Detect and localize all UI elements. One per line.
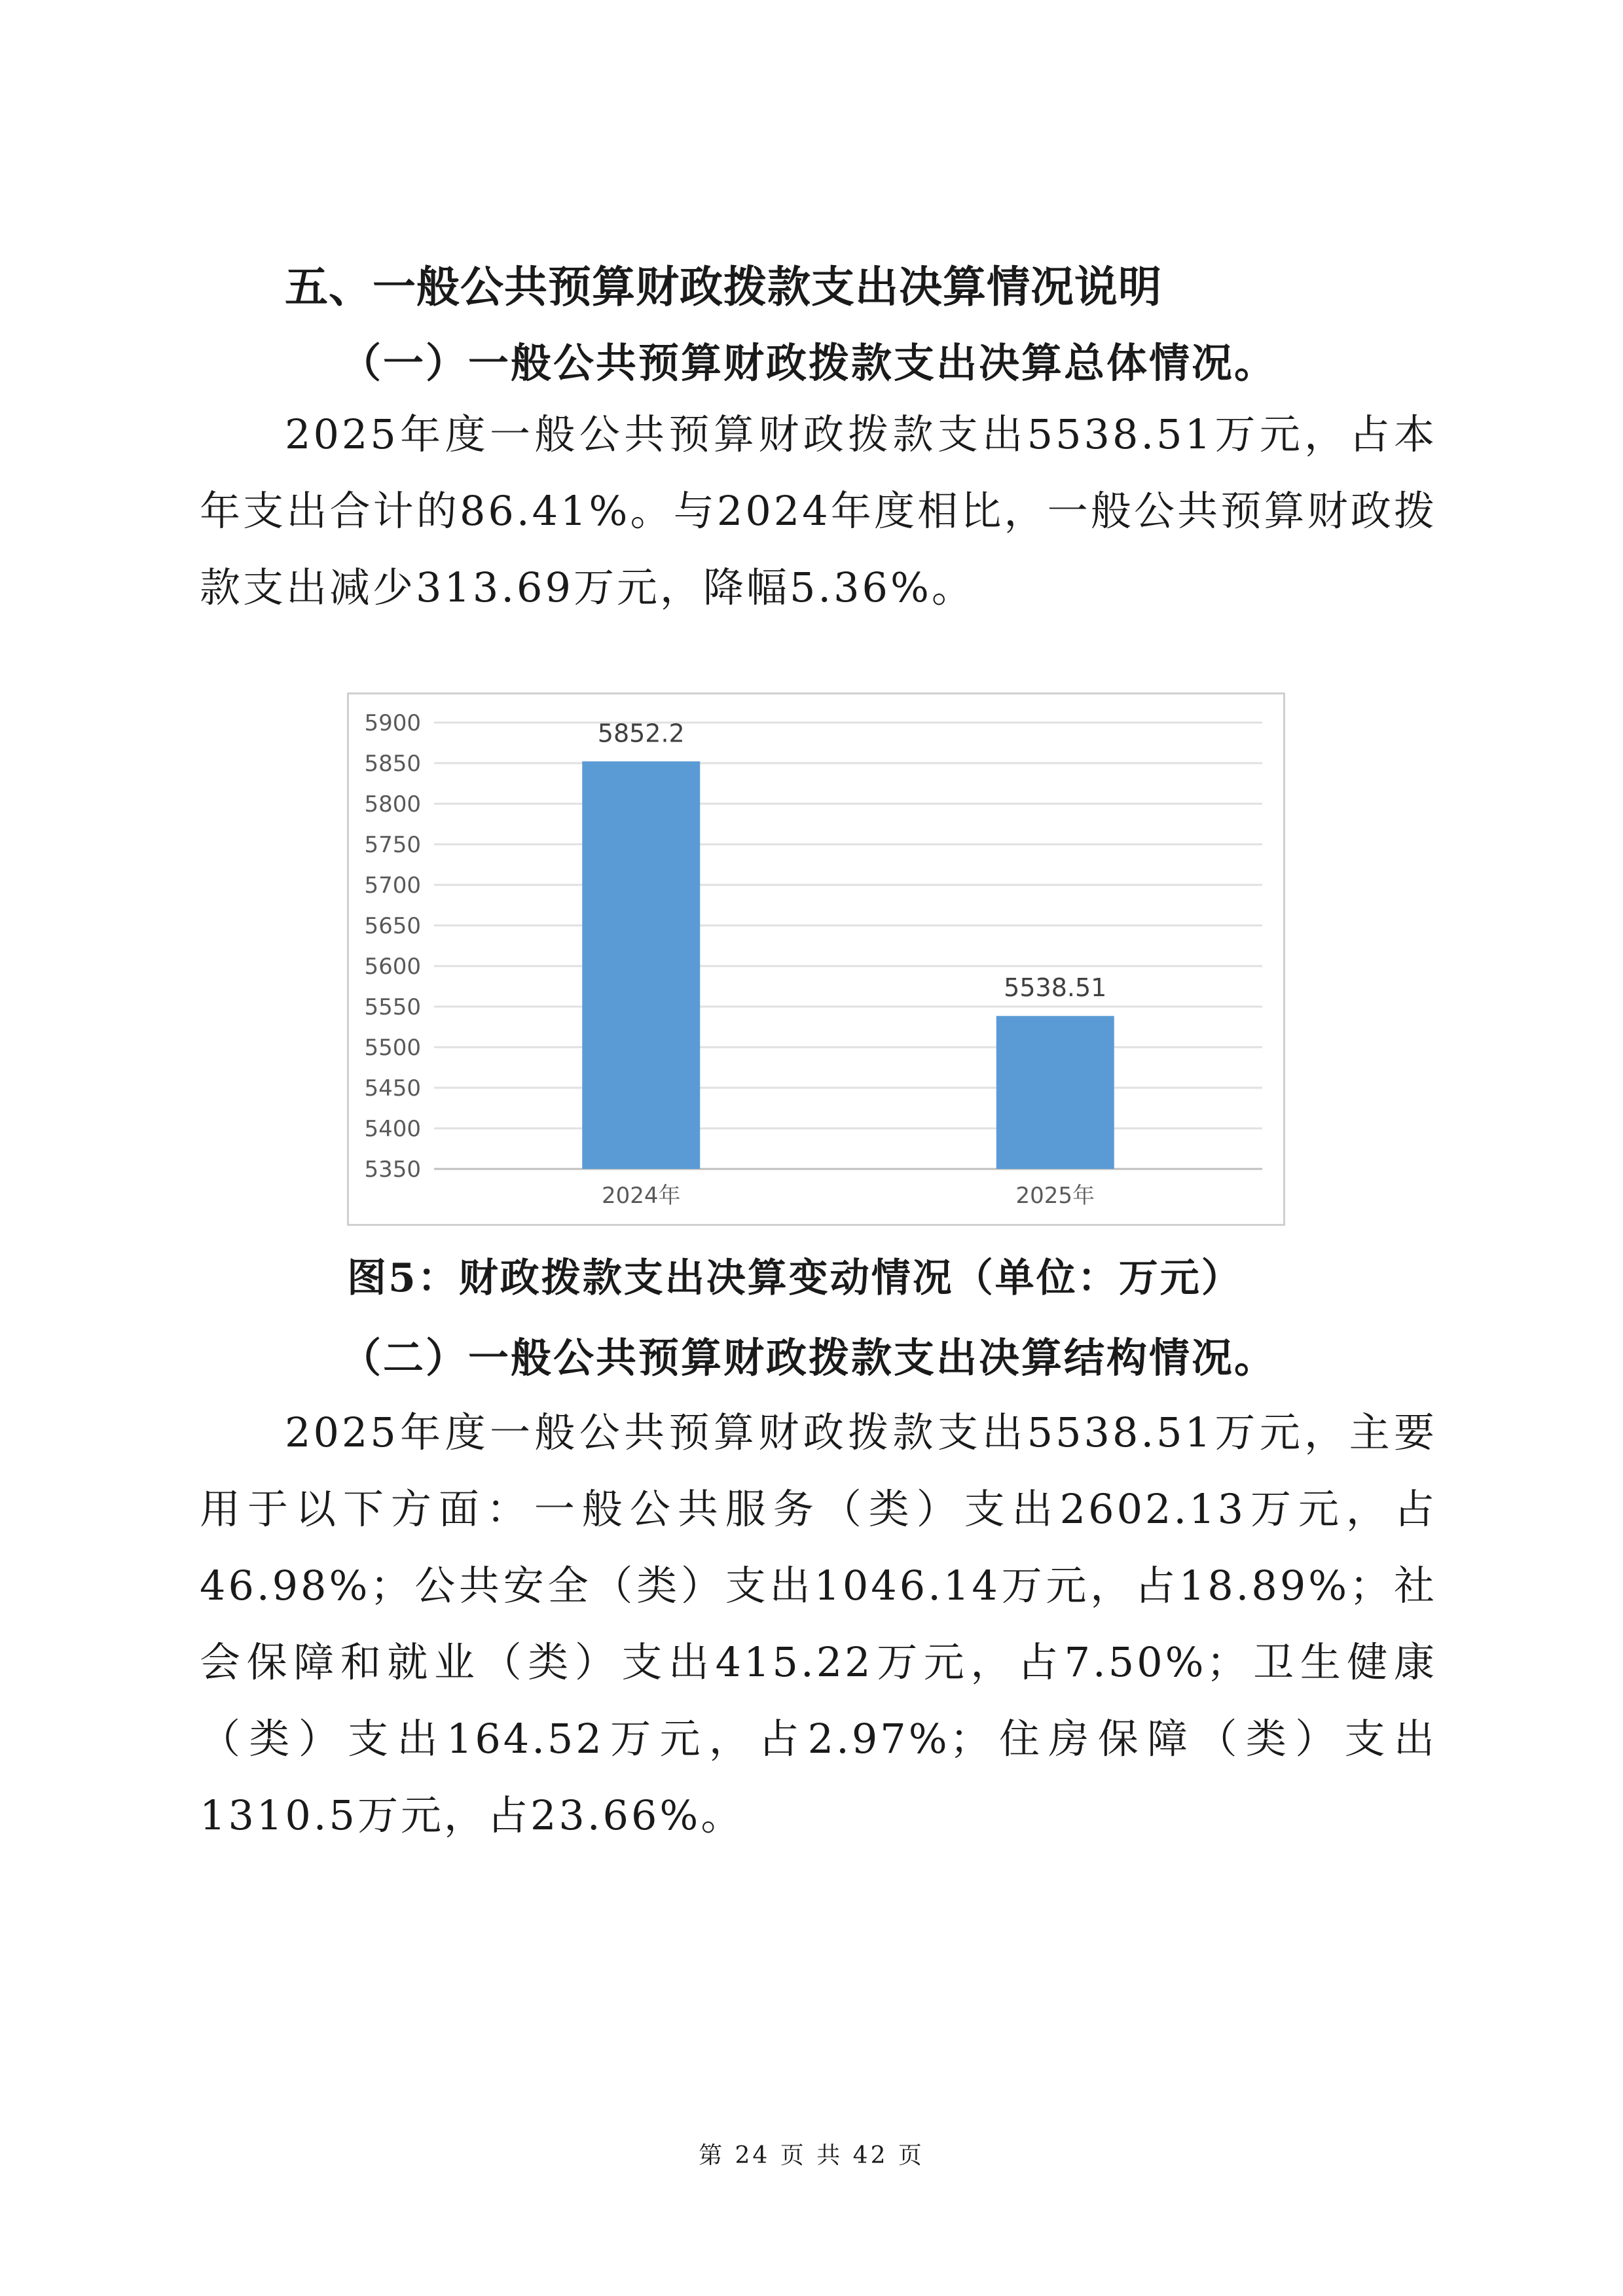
section-title: 五、一般公共预算财政拨款支出决算情况说明 xyxy=(285,262,1162,312)
y-tick-label: 5450 xyxy=(364,1075,421,1102)
y-tick-label: 5550 xyxy=(364,994,421,1020)
bar xyxy=(582,761,700,1169)
data-label: 5538.51 xyxy=(1004,973,1107,1003)
y-tick-label: 5400 xyxy=(364,1116,421,1142)
x-tick-label: 2024年 xyxy=(601,1183,681,1209)
paragraph-structure: 2025年度一般公共预算财政拨款支出5538.51万元，主要用于以下方面：一般公共服务（类）支出2602.13万元，占46.98%；公共安全（类）支出1046.14万元，占18.89%；社会保障和就业（类）支出415.22万元，占7.50%；卫生健康（类）支出164.52万元，占2.97%；住房保障（类）支出1310.5万元，占23.66%。 xyxy=(200,1408,1437,1839)
y-tick-label: 5850 xyxy=(364,751,421,777)
y-tick-label: 5600 xyxy=(364,954,421,980)
page-footer: 第 24 页 共 42 页 xyxy=(699,2142,924,2169)
y-tick-label: 5800 xyxy=(364,791,421,817)
y-tick-label: 5750 xyxy=(364,832,421,858)
bar-chart-svg xyxy=(349,694,1283,1224)
figure-caption: 图5：财政拨款支出决算变动情况（单位：万元） xyxy=(347,1255,1243,1301)
subheading-structure: （二）一般公共预算财政拨款支出决算结构情况。 xyxy=(340,1334,1277,1382)
data-label: 5852.2 xyxy=(597,719,685,748)
bar-chart xyxy=(347,692,1285,1226)
x-tick-label: 2025年 xyxy=(1015,1183,1095,1209)
y-tick-label: 5350 xyxy=(364,1157,421,1183)
paragraph-overall: 2025年度一般公共预算财政拨款支出5538.51万元，占本年支出合计的86.41%。与2024年度相比，一般公共预算财政拨款支出减少313.69万元，降幅5.36%。 xyxy=(200,410,1437,611)
subheading-overall: （一）一般公共预算财政拨款支出决算总体情况。 xyxy=(340,339,1277,387)
y-tick-label: 5700 xyxy=(364,872,421,899)
bar xyxy=(996,1016,1114,1169)
y-tick-label: 5650 xyxy=(364,913,421,939)
y-tick-label: 5900 xyxy=(364,710,421,736)
y-tick-label: 5500 xyxy=(364,1035,421,1061)
